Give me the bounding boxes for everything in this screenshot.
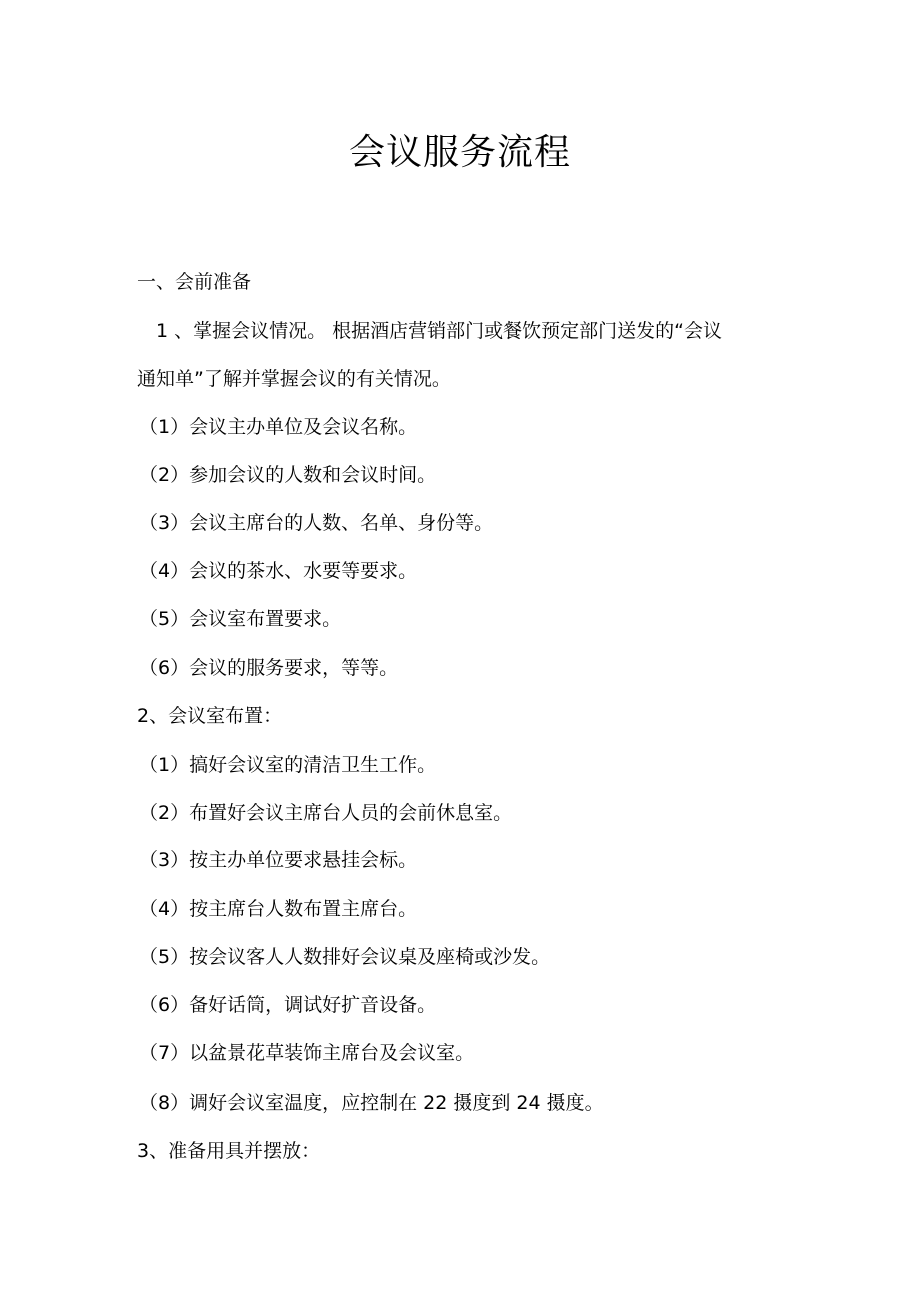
list-item: （2）参加会议的人数和会议时间。 bbox=[139, 464, 437, 486]
list-item: （7）以盆景花草装饰主席台及会议室。 bbox=[139, 1042, 475, 1064]
step2-heading: 2、会议室布置： bbox=[137, 705, 283, 727]
list-item: （1）会议主办单位及会议名称。 bbox=[139, 416, 418, 438]
list-item: （6）会议的服务要求，等等。 bbox=[139, 657, 399, 679]
page-title: 会议服务流程 bbox=[348, 132, 571, 173]
list-item: （1）搞好会议室的清洁卫生工作。 bbox=[139, 754, 437, 776]
list-item: （5）会议室布置要求。 bbox=[139, 608, 342, 630]
list-item: （3）会议主席台的人数、名单、身份等。 bbox=[139, 512, 494, 534]
section-heading: 一、会前准备 bbox=[137, 271, 252, 293]
list-item: （4）会议的茶水、水要等要求。 bbox=[139, 560, 418, 582]
list-item: （5）按会议客人人数排好会议桌及座椅或沙发。 bbox=[139, 946, 551, 968]
list-item: （8）调好会议室温度，应控制在 22 摄度到 24 摄度。 bbox=[139, 1092, 604, 1114]
step1-text-line2: 通知单”了解并掌握会议的有关情况。 bbox=[137, 368, 451, 390]
list-item: （4）按主席台人数布置主席台。 bbox=[139, 898, 418, 920]
step3-heading: 3、准备用具并摆放： bbox=[137, 1140, 321, 1162]
list-item: （6）备好话筒，调试好扩音设备。 bbox=[139, 994, 437, 1016]
list-item: （2）布置好会议主席台人员的会前休息室。 bbox=[139, 802, 513, 824]
step1-text-line1: 1 、掌握会议情况。 根据酒店营销部门或餐饮预定部门送发的“会议 bbox=[156, 320, 723, 342]
list-item: （3）按主办单位要求悬挂会标。 bbox=[139, 849, 418, 871]
